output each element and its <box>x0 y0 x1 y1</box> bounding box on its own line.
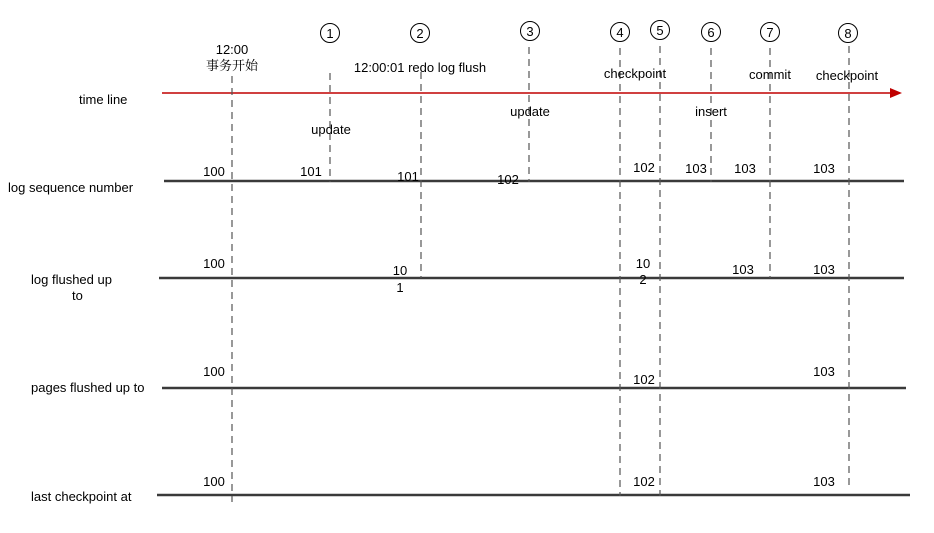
event-label-3: update <box>510 104 550 119</box>
marker-3 <box>521 22 540 41</box>
pages-flushed-value: 100 <box>203 364 225 379</box>
marker-7-number: 7 <box>766 25 774 40</box>
row-label-lsn: log sequence number <box>8 180 134 195</box>
lsn-value: 101 <box>397 169 419 184</box>
start-time: 12:00 <box>215 42 249 57</box>
marker-4-number: 4 <box>616 25 624 40</box>
pages-flushed-value: 103 <box>813 364 835 379</box>
event-label-2: 12:00:01 redo log flush <box>353 60 487 75</box>
log-flushed-value: 10 <box>635 256 651 271</box>
row-label-log-flushed-cont: to <box>72 288 83 303</box>
last-checkpoint-value: 103 <box>813 474 835 489</box>
lsn-value: 100 <box>203 164 225 179</box>
log-flushed-value: 10 <box>392 263 408 278</box>
marker-4 <box>611 23 630 42</box>
row-label-last-checkpoint: last checkpoint at <box>31 489 132 504</box>
row-label-log-flushed: log flushed up <box>31 272 112 287</box>
log-flushed-value: 1 <box>396 280 404 295</box>
lsn-value: 101 <box>300 164 322 179</box>
marker-6-number: 6 <box>707 25 715 40</box>
last-checkpoint-value: 100 <box>203 474 225 489</box>
event-label-4: checkpoint <box>603 66 667 81</box>
lsn-value: 103 <box>685 161 707 176</box>
marker-5 <box>651 21 670 40</box>
marker-6 <box>702 23 721 42</box>
event-label-6: insert <box>695 104 727 119</box>
log-flushed-value: 103 <box>813 262 835 277</box>
lsn-value: 103 <box>813 161 835 176</box>
start-caption: 事务开始 <box>205 58 259 73</box>
marker-2 <box>411 24 430 43</box>
lsn-value: 103 <box>734 161 756 176</box>
event-label-1: update <box>311 122 351 137</box>
timeline-label: time line <box>79 92 128 107</box>
event-label-8: checkpoint <box>815 68 879 83</box>
lsn-value: 102 <box>497 172 519 187</box>
marker-8 <box>839 24 858 43</box>
marker-8-number: 8 <box>844 26 852 41</box>
row-label-pages-flushed: pages flushed up to <box>31 380 145 395</box>
marker-1-number: 1 <box>326 26 334 41</box>
marker-5-number: 5 <box>656 23 664 38</box>
timeline-arrowhead <box>890 88 902 98</box>
log-flushed-value: 2 <box>639 272 647 287</box>
log-flushed-value: 103 <box>732 262 754 277</box>
event-label-7: commit <box>749 67 791 82</box>
marker-1 <box>321 24 340 43</box>
last-checkpoint-value: 102 <box>633 474 655 489</box>
marker-2-number: 2 <box>416 26 424 41</box>
pages-flushed-value: 102 <box>633 372 655 387</box>
marker-7 <box>761 23 780 42</box>
log-flushed-value: 100 <box>203 256 225 271</box>
lsn-value: 102 <box>633 160 655 175</box>
marker-3-number: 3 <box>526 24 534 39</box>
